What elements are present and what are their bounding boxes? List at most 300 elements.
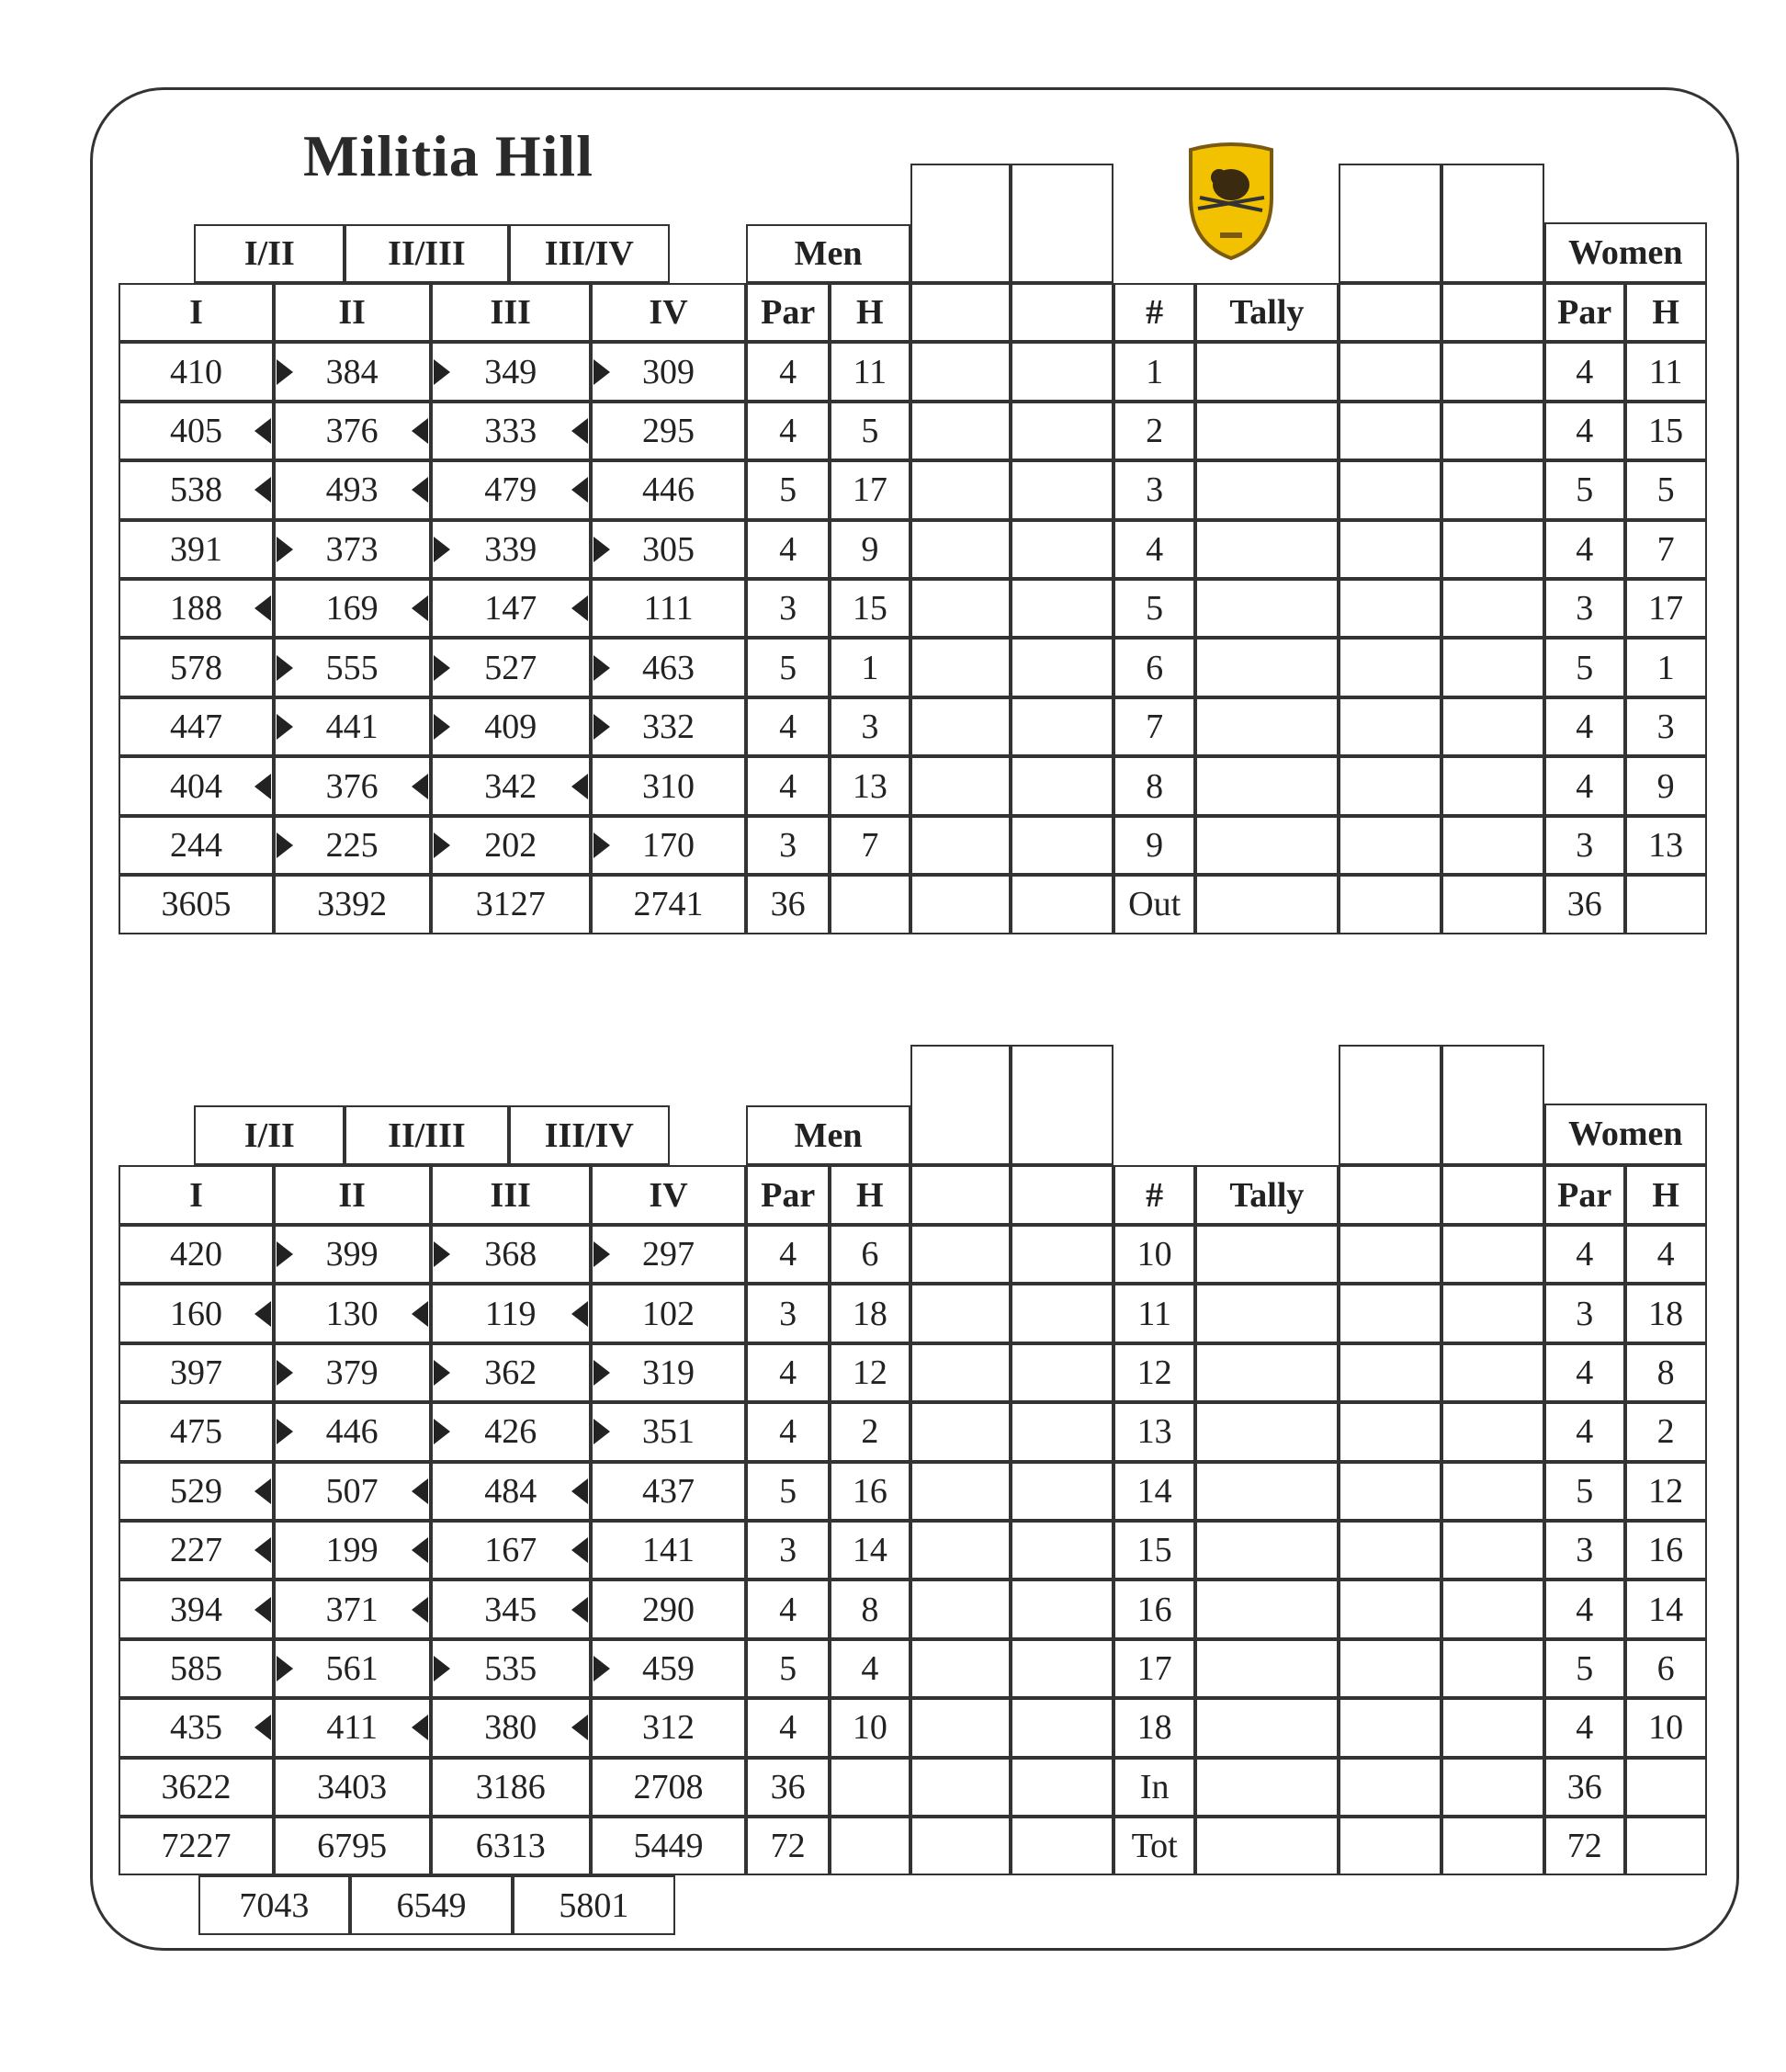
combo-total-cell bbox=[513, 1875, 675, 1934]
tally-cell bbox=[1195, 579, 1338, 638]
tee-combo-arrow-icon bbox=[412, 1597, 428, 1623]
total-yardage-cell bbox=[274, 1758, 431, 1817]
women-par-header bbox=[1544, 1165, 1625, 1225]
tally-cell bbox=[1195, 1698, 1338, 1757]
hole-number-cell bbox=[1113, 460, 1195, 519]
yardage-cell bbox=[274, 520, 431, 579]
tee-combo-arrow-icon bbox=[593, 537, 610, 562]
tally-cell bbox=[1195, 402, 1338, 460]
score-entry-cell bbox=[1011, 1462, 1113, 1521]
yardage-cell-text: 555 bbox=[325, 648, 379, 687]
men-par-cell-text: 4 bbox=[779, 1353, 797, 1392]
men-handicap-cell bbox=[830, 1225, 910, 1284]
hole-number-cell-text: 7 bbox=[1146, 708, 1164, 747]
yardage-cell bbox=[431, 1225, 591, 1284]
score-entry-cell bbox=[1011, 1521, 1113, 1579]
yardage-cell bbox=[591, 756, 747, 815]
tally-cell bbox=[1195, 816, 1338, 875]
yardage-cell bbox=[274, 1639, 431, 1698]
women-handicap-cell bbox=[1625, 342, 1707, 401]
women-par-total-cell-text: 36 bbox=[1566, 1767, 1602, 1806]
total-yardage-cell-text: 2708 bbox=[633, 1767, 704, 1806]
women-handicap-cell bbox=[1625, 697, 1707, 756]
hole-number-cell-text: 15 bbox=[1136, 1531, 1172, 1570]
tee-header-text: III bbox=[490, 293, 531, 333]
men-par-cell-text: 4 bbox=[779, 708, 797, 747]
yardage-cell-text: 333 bbox=[484, 412, 537, 451]
women-handicap-cell-text: 18 bbox=[1648, 1294, 1684, 1333]
tee-header-text: II bbox=[338, 293, 366, 333]
yardage-cell bbox=[119, 460, 273, 519]
yardage-cell-text: 169 bbox=[325, 589, 379, 628]
men-par-total-cell bbox=[746, 1817, 830, 1875]
yardage-cell-text: 371 bbox=[325, 1590, 379, 1629]
men-par-cell-text: 4 bbox=[779, 1412, 797, 1452]
tally-cell bbox=[1195, 1758, 1338, 1817]
women-par-cell bbox=[1544, 579, 1625, 638]
score-entry-cell bbox=[910, 460, 1011, 519]
score-entry-cell bbox=[1441, 1343, 1544, 1402]
yardage-cell bbox=[274, 1343, 431, 1402]
score-entry-cell bbox=[1339, 1758, 1441, 1817]
tee-combo-arrow-icon bbox=[412, 477, 428, 503]
score-column bbox=[1011, 283, 1113, 343]
yardage-cell bbox=[591, 1343, 747, 1402]
tee-combo-arrow-icon bbox=[277, 537, 293, 562]
women-par-total-cell-text: 72 bbox=[1566, 1827, 1602, 1866]
score-entry-cell bbox=[1011, 1284, 1113, 1342]
women-par-cell-text: 3 bbox=[1576, 589, 1594, 628]
yardage-cell-text: 420 bbox=[170, 1235, 223, 1274]
women-par-cell-text: 5 bbox=[1576, 1471, 1594, 1511]
yardage-cell-text: 561 bbox=[325, 1649, 379, 1689]
tee-header-text: I bbox=[189, 1175, 203, 1215]
women-par-cell-text: 4 bbox=[1576, 1235, 1594, 1274]
score-entry-cell bbox=[1441, 1758, 1544, 1817]
yardage-cell bbox=[591, 1579, 747, 1638]
player-name-box bbox=[910, 1045, 1011, 1165]
yardage-cell-text: 244 bbox=[170, 825, 223, 865]
yardage-cell bbox=[431, 756, 591, 815]
tee-header bbox=[591, 1165, 747, 1225]
combo-total-cell-text: 5801 bbox=[559, 1885, 629, 1925]
combo-header-text: II/III bbox=[388, 234, 466, 274]
women-par-cell bbox=[1544, 816, 1625, 875]
women-handicap-cell-text: 14 bbox=[1648, 1590, 1684, 1629]
score-entry-cell bbox=[1441, 579, 1544, 638]
yardage-cell-text: 339 bbox=[484, 529, 537, 569]
yardage-cell bbox=[274, 1521, 431, 1579]
tee-header bbox=[119, 1165, 273, 1225]
yardage-cell bbox=[274, 638, 431, 696]
yardage-cell-text: 188 bbox=[170, 589, 223, 628]
women-par-cell bbox=[1544, 1343, 1625, 1402]
total-yardage-cell-text: 6795 bbox=[317, 1827, 388, 1866]
total-yardage-cell-text: 3403 bbox=[317, 1767, 388, 1806]
total-yardage-cell bbox=[119, 1817, 273, 1875]
yardage-cell bbox=[119, 1402, 273, 1461]
yardage-cell-text: 585 bbox=[170, 1649, 223, 1689]
yardage-cell-text: 199 bbox=[325, 1531, 379, 1570]
tee-combo-arrow-icon bbox=[434, 832, 450, 858]
men-par-cell bbox=[746, 520, 830, 579]
combo-header-text: III/IV bbox=[544, 234, 634, 274]
men-par-cell-text: 3 bbox=[779, 825, 797, 865]
tally-cell bbox=[1195, 1462, 1338, 1521]
women-handicap-cell-text: 11 bbox=[1648, 352, 1683, 391]
yardage-cell-text: 147 bbox=[484, 589, 537, 628]
club-crest-icon bbox=[1185, 141, 1277, 262]
men-par-cell-text: 5 bbox=[779, 1649, 797, 1689]
score-entry-cell bbox=[1011, 816, 1113, 875]
score-entry-cell bbox=[1339, 875, 1441, 934]
score-entry-cell bbox=[910, 1521, 1011, 1579]
yardage-cell-text: 409 bbox=[484, 708, 537, 747]
yardage-cell bbox=[431, 816, 591, 875]
tee-combo-arrow-icon bbox=[254, 1597, 271, 1623]
tally-cell bbox=[1195, 1402, 1338, 1461]
women-handicap-cell bbox=[1625, 1698, 1707, 1757]
player-name-box bbox=[1011, 1045, 1113, 1165]
tee-combo-arrow-icon bbox=[571, 1537, 588, 1563]
hole-number-cell-text: 6 bbox=[1146, 648, 1164, 687]
score-entry-cell bbox=[1011, 402, 1113, 460]
course-title: Militia Hill bbox=[303, 123, 593, 188]
score-entry-cell bbox=[1011, 1817, 1113, 1875]
men-handicap-cell-text: 12 bbox=[852, 1353, 887, 1392]
men-header-text: Men bbox=[794, 234, 863, 274]
hole-number-cell-text: 18 bbox=[1136, 1708, 1172, 1748]
women-par-cell bbox=[1544, 1284, 1625, 1342]
women-handicap-cell-text: 7 bbox=[1656, 529, 1675, 569]
women-par-cell bbox=[1544, 402, 1625, 460]
men-handicap-cell bbox=[830, 342, 910, 401]
women-handicap-cell-text: 12 bbox=[1648, 1471, 1684, 1511]
score-entry-cell bbox=[1339, 756, 1441, 815]
yardage-cell bbox=[119, 1698, 273, 1757]
yardage-cell bbox=[274, 756, 431, 815]
tee-combo-arrow-icon bbox=[277, 1656, 293, 1681]
men-handicap-cell-text: 11 bbox=[853, 352, 887, 391]
total-label-cell bbox=[1113, 1758, 1195, 1817]
women-par-cell bbox=[1544, 638, 1625, 696]
yardage-cell-text: 399 bbox=[325, 1235, 379, 1274]
men-par-cell bbox=[746, 1579, 830, 1638]
yardage-cell-text: 435 bbox=[170, 1708, 223, 1748]
women-handicap-cell-text: 5 bbox=[1656, 470, 1675, 510]
women-handicap-cell bbox=[1625, 1579, 1707, 1638]
yardage-cell-text: 295 bbox=[642, 412, 695, 451]
men-handicap-cell bbox=[830, 460, 910, 519]
men-handicap-cell-text: 14 bbox=[852, 1531, 887, 1570]
score-entry-cell bbox=[1011, 1402, 1113, 1461]
score-entry-cell bbox=[1011, 638, 1113, 696]
yardage-cell bbox=[591, 520, 747, 579]
men-par-cell-text: 4 bbox=[779, 1590, 797, 1629]
tee-combo-arrow-icon bbox=[593, 1360, 610, 1386]
yardage-cell bbox=[119, 638, 273, 696]
hole-number-cell bbox=[1113, 402, 1195, 460]
tee-combo-arrow-icon bbox=[434, 655, 450, 681]
tally-cell bbox=[1195, 1284, 1338, 1342]
women-par-cell bbox=[1544, 1225, 1625, 1284]
score-entry-cell bbox=[910, 1343, 1011, 1402]
total-yardage-cell bbox=[431, 1817, 591, 1875]
men-handicap-cell-text: 9 bbox=[861, 529, 879, 569]
score-entry-cell bbox=[910, 1639, 1011, 1698]
women-hcp-header bbox=[1625, 1165, 1707, 1225]
yardage-cell-text: 391 bbox=[170, 529, 223, 569]
total-yardage-cell bbox=[431, 875, 591, 934]
women-handicap-cell-text: 8 bbox=[1656, 1353, 1675, 1392]
women-par-header-text: Par bbox=[1557, 293, 1612, 333]
men-handicap-cell bbox=[830, 1343, 910, 1402]
score-entry-cell bbox=[910, 1698, 1011, 1757]
hole-number-cell bbox=[1113, 1284, 1195, 1342]
tee-header bbox=[431, 1165, 591, 1225]
men-handicap-cell-text: 17 bbox=[852, 470, 887, 510]
yardage-cell-text: 297 bbox=[642, 1235, 695, 1274]
yardage-cell bbox=[431, 1402, 591, 1461]
score-entry-cell bbox=[1441, 638, 1544, 696]
tee-combo-arrow-icon bbox=[254, 774, 271, 799]
yardage-cell-text: 405 bbox=[170, 412, 223, 451]
women-handicap-cell-text: 6 bbox=[1656, 1649, 1675, 1689]
women-handicap-cell-text: 4 bbox=[1656, 1235, 1675, 1274]
combo-header bbox=[509, 1105, 670, 1165]
women-par-cell-text: 4 bbox=[1576, 1353, 1594, 1392]
score-entry-cell bbox=[910, 402, 1011, 460]
tee-header-text: II bbox=[338, 1175, 366, 1215]
men-par-cell bbox=[746, 1284, 830, 1342]
women-par-total-cell bbox=[1544, 875, 1625, 934]
men-handicap-cell bbox=[830, 1402, 910, 1461]
men-handicap-cell-text: 1 bbox=[861, 648, 879, 687]
yardage-cell bbox=[431, 1284, 591, 1342]
men-par-cell bbox=[746, 1521, 830, 1579]
score-column bbox=[1339, 1165, 1441, 1225]
tally-header bbox=[1195, 1165, 1338, 1225]
men-par-cell-text: 4 bbox=[779, 352, 797, 391]
women-par-total-cell bbox=[1544, 1817, 1625, 1875]
tally-cell bbox=[1195, 460, 1338, 519]
yardage-cell-text: 373 bbox=[325, 529, 379, 569]
yardage-cell bbox=[119, 1284, 273, 1342]
score-column bbox=[1339, 283, 1441, 343]
tee-combo-arrow-icon bbox=[277, 655, 293, 681]
combo-header bbox=[509, 224, 670, 282]
women-handicap-cell bbox=[1625, 1284, 1707, 1342]
yardage-cell-text: 170 bbox=[642, 825, 695, 865]
men-handicap-cell bbox=[830, 1579, 910, 1638]
women-par-cell bbox=[1544, 460, 1625, 519]
hole-number-cell bbox=[1113, 1639, 1195, 1698]
men-handicap-cell bbox=[830, 638, 910, 696]
women-handicap-cell bbox=[1625, 1639, 1707, 1698]
hole-number-cell bbox=[1113, 579, 1195, 638]
men-header bbox=[746, 224, 910, 282]
men-header bbox=[746, 1105, 910, 1165]
yardage-cell-text: 437 bbox=[642, 1471, 695, 1511]
player-name-box bbox=[1339, 164, 1441, 282]
men-handicap-cell-text: 13 bbox=[852, 766, 887, 806]
yardage-cell bbox=[274, 342, 431, 401]
score-entry-cell bbox=[1441, 1579, 1544, 1638]
men-handicap-cell bbox=[830, 816, 910, 875]
tee-combo-arrow-icon bbox=[277, 832, 293, 858]
tally-cell bbox=[1195, 875, 1338, 934]
score-entry-cell bbox=[1441, 1284, 1544, 1342]
score-entry-cell bbox=[1011, 697, 1113, 756]
yardage-cell-text: 332 bbox=[642, 708, 695, 747]
tally-cell bbox=[1195, 1817, 1338, 1875]
yardage-cell-text: 578 bbox=[170, 648, 223, 687]
total-label-cell-text: Out bbox=[1128, 885, 1181, 924]
yardage-cell bbox=[431, 638, 591, 696]
hole-number-cell bbox=[1113, 697, 1195, 756]
score-entry-cell bbox=[1339, 697, 1441, 756]
women-handicap-cell bbox=[1625, 1521, 1707, 1579]
yardage-cell-text: 484 bbox=[484, 1471, 537, 1511]
women-handicap-cell bbox=[1625, 520, 1707, 579]
men-par-cell-text: 5 bbox=[779, 1471, 797, 1511]
men-handicap-cell bbox=[830, 1639, 910, 1698]
yardage-cell-text: 310 bbox=[642, 766, 695, 806]
total-yardage-cell bbox=[431, 1758, 591, 1817]
yardage-cell-text: 362 bbox=[484, 1353, 537, 1392]
yardage-cell-text: 441 bbox=[325, 708, 379, 747]
score-entry-cell bbox=[910, 1225, 1011, 1284]
hole-number-cell-text: 14 bbox=[1136, 1471, 1172, 1511]
yardage-cell bbox=[431, 1462, 591, 1521]
hole-number-cell-text: 10 bbox=[1136, 1235, 1172, 1274]
tee-header bbox=[431, 283, 591, 343]
score-entry-cell bbox=[1339, 1579, 1441, 1638]
tally-header-text: Tally bbox=[1229, 1175, 1305, 1215]
total-yardage-cell-text: 3127 bbox=[475, 885, 546, 924]
yardage-cell-text: 446 bbox=[325, 1412, 379, 1452]
score-entry-cell bbox=[910, 1579, 1011, 1638]
hole-number-cell-text: 12 bbox=[1136, 1353, 1172, 1392]
women-par-cell-text: 4 bbox=[1576, 1590, 1594, 1629]
women-handicap-cell bbox=[1625, 1343, 1707, 1402]
men-par-header bbox=[746, 283, 830, 343]
yardage-cell bbox=[119, 1343, 273, 1402]
women-handicap-cell-text: 17 bbox=[1648, 589, 1684, 628]
total-yardage-cell bbox=[591, 1758, 747, 1817]
score-entry-cell bbox=[1441, 1521, 1544, 1579]
score-entry-cell bbox=[1011, 1343, 1113, 1402]
women-handicap-cell bbox=[1625, 460, 1707, 519]
tee-combo-arrow-icon bbox=[412, 1478, 428, 1504]
hole-number-cell bbox=[1113, 756, 1195, 815]
yardage-cell-text: 529 bbox=[170, 1471, 223, 1511]
combo-total-cell-text: 7043 bbox=[239, 1885, 310, 1925]
tee-combo-arrow-icon bbox=[254, 1537, 271, 1563]
tee-combo-arrow-icon bbox=[571, 595, 588, 621]
yardage-cell-text: 404 bbox=[170, 766, 223, 806]
women-par-cell bbox=[1544, 756, 1625, 815]
men-par-cell bbox=[746, 1639, 830, 1698]
hole-number-cell bbox=[1113, 1521, 1195, 1579]
tee-combo-arrow-icon bbox=[434, 1656, 450, 1681]
yardage-cell bbox=[119, 1579, 273, 1638]
score-entry-cell bbox=[910, 875, 1011, 934]
yardage-cell bbox=[274, 816, 431, 875]
score-entry-cell bbox=[1339, 1521, 1441, 1579]
yardage-cell bbox=[431, 402, 591, 460]
yardage-cell-text: 447 bbox=[170, 708, 223, 747]
men-par-cell bbox=[746, 1462, 830, 1521]
yardage-cell bbox=[274, 460, 431, 519]
yardage-cell bbox=[591, 1698, 747, 1757]
score-entry-cell bbox=[1441, 1402, 1544, 1461]
total-label-cell bbox=[1113, 875, 1195, 934]
tee-combo-arrow-icon bbox=[434, 537, 450, 562]
total-label-cell bbox=[1113, 1817, 1195, 1875]
women-handicap-cell bbox=[1625, 816, 1707, 875]
yardage-cell-text: 312 bbox=[642, 1708, 695, 1748]
women-par-cell-text: 5 bbox=[1576, 648, 1594, 687]
score-entry-cell bbox=[1011, 342, 1113, 401]
tee-header-text: IV bbox=[649, 293, 688, 333]
men-par-total-cell-text: 72 bbox=[770, 1827, 806, 1866]
yardage-cell-text: 394 bbox=[170, 1590, 223, 1629]
yardage-cell-text: 459 bbox=[642, 1649, 695, 1689]
hole-number-cell-text: 8 bbox=[1146, 766, 1164, 806]
combo-header bbox=[345, 1105, 508, 1165]
score-entry-cell bbox=[1011, 1225, 1113, 1284]
score-entry-cell bbox=[1441, 816, 1544, 875]
total-yardage-cell-text: 3622 bbox=[161, 1767, 232, 1806]
score-entry-cell bbox=[910, 1284, 1011, 1342]
combo-header bbox=[194, 1105, 345, 1165]
men-par-cell-text: 5 bbox=[779, 470, 797, 510]
score-entry-cell bbox=[1441, 756, 1544, 815]
score-column bbox=[910, 1165, 1011, 1225]
men-par-cell bbox=[746, 402, 830, 460]
yardage-cell-text: 119 bbox=[484, 1294, 537, 1333]
women-par-cell bbox=[1544, 520, 1625, 579]
total-yardage-cell-text: 7227 bbox=[161, 1827, 232, 1866]
hole-number-cell-text: 2 bbox=[1146, 412, 1164, 451]
men-handicap-cell-text: 5 bbox=[861, 412, 879, 451]
tee-combo-arrow-icon bbox=[571, 418, 588, 444]
yardage-cell bbox=[591, 1402, 747, 1461]
yardage-cell-text: 426 bbox=[484, 1412, 537, 1452]
women-par-cell bbox=[1544, 1698, 1625, 1757]
score-entry-cell bbox=[1339, 1284, 1441, 1342]
empty-cell bbox=[830, 875, 910, 934]
women-hcp-header-text: H bbox=[1652, 293, 1679, 333]
tee-combo-arrow-icon bbox=[571, 774, 588, 799]
empty-cell bbox=[1625, 875, 1707, 934]
men-par-total-cell-text: 36 bbox=[770, 1767, 806, 1806]
yardage-cell-text: 290 bbox=[642, 1590, 695, 1629]
tally-cell bbox=[1195, 1579, 1338, 1638]
score-entry-cell bbox=[1011, 1758, 1113, 1817]
score-column bbox=[1011, 1165, 1113, 1225]
tee-header-text: I bbox=[189, 293, 203, 333]
tee-header-text: IV bbox=[649, 1175, 688, 1215]
yardage-cell bbox=[274, 1402, 431, 1461]
men-par-cell bbox=[746, 697, 830, 756]
total-yardage-cell-text: 5449 bbox=[633, 1827, 704, 1866]
women-par-cell-text: 3 bbox=[1576, 825, 1594, 865]
men-handicap-cell bbox=[830, 697, 910, 756]
men-par-cell bbox=[746, 1402, 830, 1461]
women-handicap-cell-text: 16 bbox=[1648, 1531, 1684, 1570]
